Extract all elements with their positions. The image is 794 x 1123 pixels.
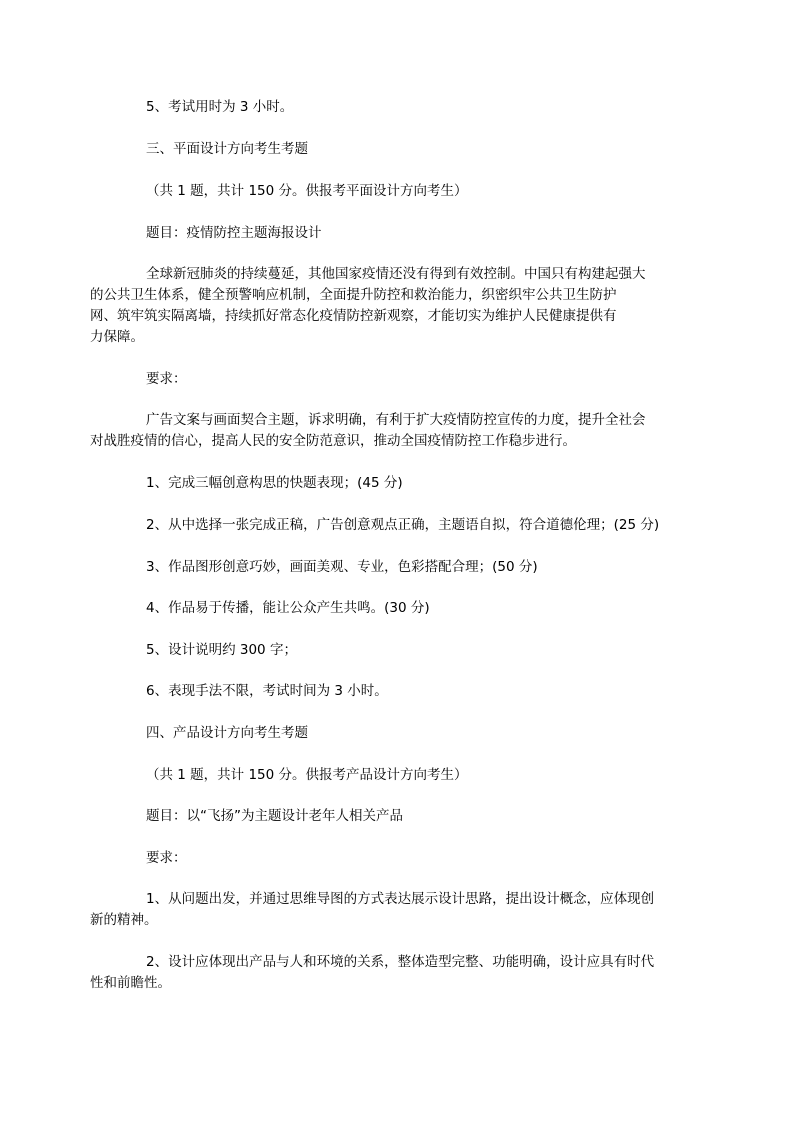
product-requirement-item-1: 1、从问题出发，并通过思维导图的方式表达展示设计思路，提出设计概念，应体现创 新的精神。 [90, 891, 655, 928]
requirement-item-3: 3、作品图形创意巧妙，画面美观、专业，色彩搭配合理；(50 分) [146, 559, 538, 575]
exam-duration-line: 5、考试用时为 3 小时。 [146, 99, 294, 115]
ad-paragraph: 广告文案与画面契合主题，诉求明确，有利于扩大疫情防控宣传的力度，提升全社会 对战胜疫情的信心，提高人民的安全防范意识，推动全国疫情防控工作稳步进行。 [90, 412, 646, 449]
requirement-item-6: 6、表现手法不限，考试时间为 3 小时。 [146, 683, 388, 699]
topic-graphic-design: 题目：疫情防控主题海报设计 [146, 225, 322, 241]
section-note-product-design: （共 1 题，共计 150 分。供报考产品设计方向考生） [146, 767, 468, 783]
topic-product-design: 题目：以“飞扬”为主题设计老年人相关产品 [146, 808, 403, 824]
section-heading-graphic-design: 三、平面设计方向考生考题 [146, 141, 308, 157]
section-heading-product-design: 四、产品设计方向考生考题 [146, 725, 308, 741]
requirement-item-1: 1、完成三幅创意构思的快题表现；(45 分) [146, 475, 403, 491]
section-note-graphic-design: （共 1 题，共计 150 分。供报考平面设计方向考生） [146, 183, 468, 199]
requirement-item-4: 4、作品易于传播，能让公众产生共鸣。(30 分) [146, 600, 430, 616]
product-requirement-item-2: 2、设计应体现出产品与人和环境的关系，整体造型完整、功能明确，设计应具有时代 性和前瞻性。 [90, 954, 655, 991]
requirements-label-graphic-design: 要求： [146, 371, 187, 387]
requirement-item-2: 2、从中选择一张完成正稿，广告创意观点正确，主题语自拟，符合道德伦理；(25 分) [146, 517, 660, 533]
requirements-label-product-design: 要求： [146, 850, 187, 866]
requirement-item-5: 5、设计说明约 300 字； [146, 642, 297, 658]
intro-paragraph-graphic-design: 全球新冠肺炎的持续蔓延，其他国家疫情还没有得到有效控制。中国只有构建起强大 的公共卫生体系，健全预警响应机制，全面提升防控和救治能力，织密织牢公共卫生防护 网、筑牢筑实隔离墙，持续抓好常态化疫情防控新观察，才能切实为维护人民健康提供有 力保障。 [90, 266, 646, 345]
